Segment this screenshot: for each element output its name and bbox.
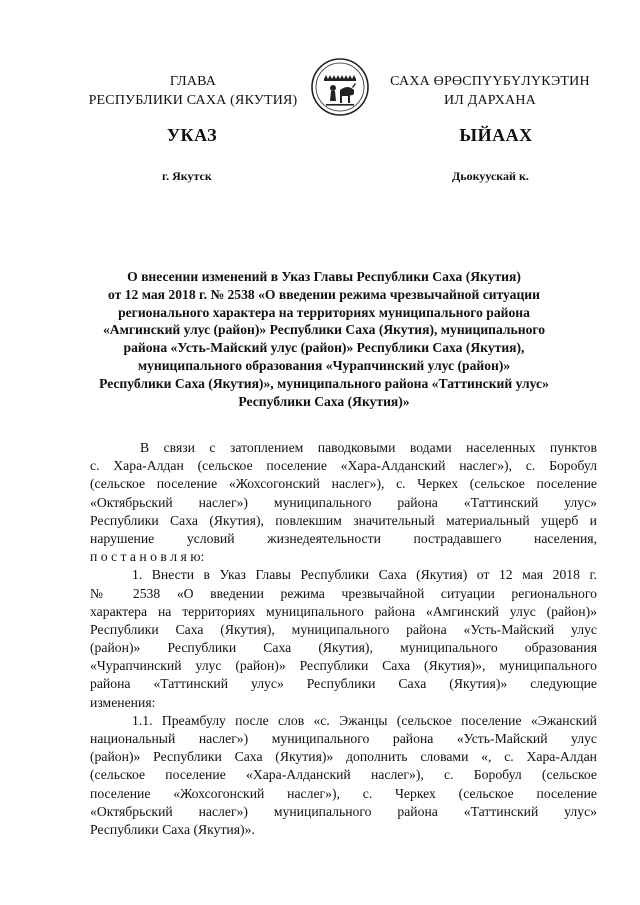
body-line: поселение «Жохсогонский наслег»), с. Черкех (сельское поселение — [90, 785, 597, 801]
header-left-line-2: РЕСПУБЛИКИ САХА (ЯКУТИЯ) — [88, 93, 298, 108]
coat-of-arms-emblem-icon — [310, 57, 370, 117]
title-line: «Амгинский улус (район)» Республики Саха (Якутия), муниципального — [103, 322, 545, 338]
body-line: 1. Внести в Указ Главы Республики Саха (Якутия) от 12 мая 2018 г. — [132, 567, 597, 583]
title-line: О внесении изменений в Указ Главы Республики Саха (Якутия) — [127, 269, 521, 284]
body-line: № 2538 «О введении режима чрезвычайной ситуации регионального — [90, 585, 597, 601]
body-line: Республики Саха (Якутия), повлекшим значительный материальный ущерб и — [90, 512, 597, 528]
city-russian: г. Якутск — [162, 169, 212, 183]
title-line: от 12 мая 2018 г. № 2538 «О введении режима чрезвычайной ситуации — [108, 286, 540, 302]
body-line: нарушение условий жизнедеятельности пострадавшего населения, — [90, 530, 597, 546]
doc-type-yakut: ЫЙААХ — [459, 125, 533, 145]
title-line: муниципального образования «Чурапчинский улус (район)» — [137, 357, 511, 373]
title-line: Республики Саха (Якутия)», муниципального района «Таттинский улус» — [99, 375, 549, 391]
doc-type-russian: УКАЗ — [166, 125, 218, 145]
title-line: района «Усть-Майский улус (район)» Республики Саха (Якутия), — [123, 340, 525, 356]
body-line: Республики Саха (Якутия), муниципального района «Усть-Майский улус — [90, 621, 597, 637]
body-line: В связи с затоплением паводковыми водами населенных пунктов — [140, 440, 597, 455]
title-line: Республики Саха (Якутия)» — [238, 393, 410, 409]
document-body — [90, 439, 597, 839]
header-right — [390, 72, 590, 110]
body-line: «Октябрьский наслег») муниципального района «Таттинский улус» — [90, 494, 597, 510]
body-line: с. Хара-Алдан (сельское поселение «Хара-Алданский наслег»), с. Боробул — [90, 458, 597, 474]
body-line: (сельское поселение «Хара-Алданский наслег»), с. Боробул (сельское — [90, 767, 597, 783]
body-line: «Октябрьский наслег») муниципального района «Таттинский улус» — [90, 803, 597, 819]
title-line: регионального характера на территориях муниципального района — [118, 304, 530, 320]
body-line: национальный наслег») муниципального района «Усть-Майский улус — [90, 731, 597, 746]
body-line: района «Таттинский улус» Республики Саха (Якутия)» следующие — [90, 676, 597, 692]
body-line: (сельское поселение «Жохсогонский наслег»), с. Черкех (сельское поселение — [90, 476, 597, 492]
body-line: (район)» Республики Саха (Якутия)» дополнить словами «, с. Хара-Алдан — [90, 749, 597, 765]
body-line: (район)» Республики Саха (Якутия), муниципального образования — [90, 640, 597, 656]
header-left-line-1: ГЛАВА — [169, 74, 217, 89]
body-line: «Чурапчинский улус (район)» Республики Саха (Якутия)», муниципального — [90, 658, 597, 674]
body-line: изменения: — [90, 694, 156, 710]
city-yakut: Дьокуускай к. — [452, 169, 529, 183]
document-title — [84, 268, 564, 410]
header-right-line-1: САХА ӨРӨСПҮҮБҮЛҮКЭТИН — [390, 74, 590, 89]
header-right-line-2: ИЛ ДАРХАНА — [443, 93, 536, 108]
body-line: Республики Саха (Якутия)». — [90, 821, 255, 837]
header-left — [88, 72, 298, 110]
decree-word: п о с т а н о в л я ю: — [90, 549, 205, 565]
body-line: характера на территориях муниципального района «Амгинский улус (район)» — [90, 603, 597, 619]
body-line: 1.1. Преамбулу после слов «с. Эжанцы (сельское поселение «Эжанский — [132, 712, 597, 728]
